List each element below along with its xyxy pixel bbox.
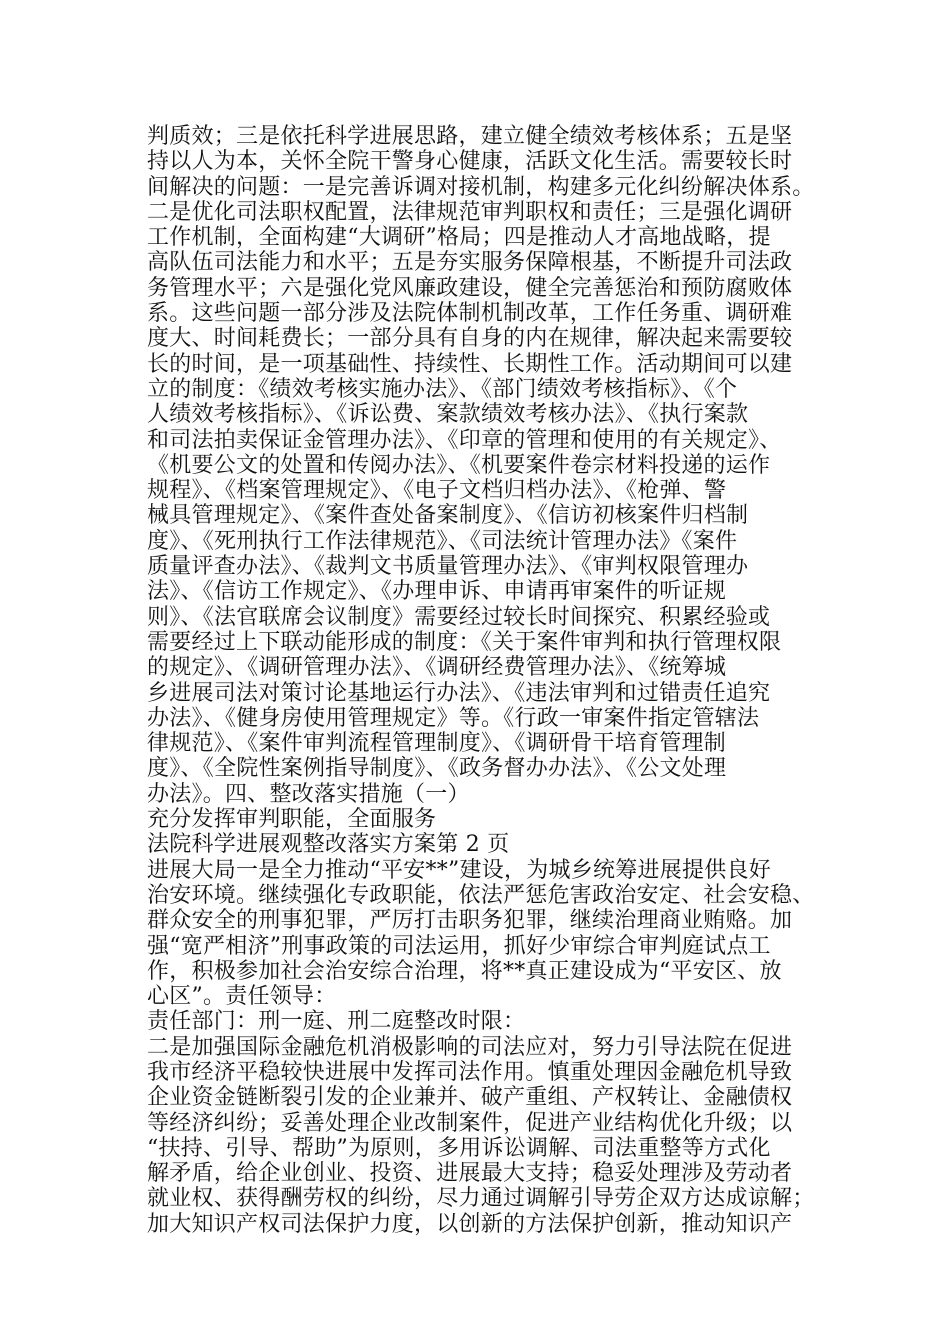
text-line: 判质效；三是依托科学进展思路，建立健全绩效考核体系；五是坚 xyxy=(147,124,793,149)
text-line: 责任部门：刑一庭、刑二庭整改时限： xyxy=(147,1009,526,1035)
text-line: 强“宽严相济”刑事政策的司法运用，抓好少审综合审判庭试点工 xyxy=(147,933,771,959)
text-line: 二是优化司法职权配置，法律规范审判职权和责任；三是强化调研 xyxy=(147,199,793,225)
text-line: 持以人为本，关怀全院干警身心健康，活跃文化生活。需要较长时 xyxy=(147,149,793,175)
text-line: 作，积极参加社会治安综合治理，将**真正建设成为“平安区、放 xyxy=(147,958,782,984)
text-line: 间解决的问题：一是完善诉调对接机制，构建多元化纠纷解决体系。 xyxy=(147,174,815,200)
text-line: 解矛盾，给企业创业、投资、进展最大支持；稳妥处理涉及劳动者 xyxy=(147,1161,793,1187)
text-line: 质量评查办法》、《裁判文书质量管理办法》、《审判权限管理办 xyxy=(147,554,749,580)
text-line: 治安环境。继续强化专政职能，依法严惩危害政治安定、社会安稳、 xyxy=(147,882,815,908)
text-line: 就业权、获得酬劳权的纠纷，尽力通过调解引导劳企双方达成谅解； xyxy=(147,1186,815,1212)
text-line: 需要经过上下联动能形成的制度：《关于案件审判和执行管理权限 xyxy=(147,629,782,655)
text-line: 械具管理规定》、《案件查处备案制度》、《信访初核案件归档制 xyxy=(147,503,749,529)
text-line: 规程》、《档案管理规定》、《电子文档归档办法》、《枪弹、警 xyxy=(147,478,727,504)
text-line: 群众安全的刑事犯罪，严厉打击职务犯罪，继续治理商业贿赂。加 xyxy=(147,908,793,934)
text-line: 企业资金链断裂引发的企业兼并、破产重组、产权转让、金融债权 xyxy=(147,1085,793,1111)
text-line: 心区”。责任领导： xyxy=(147,984,337,1010)
text-line: 则》、《法官联席会议制度》需要经过较长时间探究、积累经验或 xyxy=(147,604,771,630)
text-line: 立的制度：《绩效考核实施办法》、《部门绩效考核指标》、《个 xyxy=(147,376,738,402)
text-line: 办法》。四、整改落实措施（一） xyxy=(147,781,470,807)
text-line: 长的时间，是一项基础性、持续性、长期性工作。活动期间可以建 xyxy=(147,351,793,377)
text-line: 《机要公文的处置和传阅办法》、《机要案件卷宗材料投递的运作 xyxy=(147,452,771,478)
text-line: 度》、《全院性案例指导制度》、《政务督办办法》、《公文处理 xyxy=(147,756,727,782)
text-line: 和司法拍卖保证金管理办法》、《印章的管理和使用的有关规定》、 xyxy=(147,427,782,453)
page-header: 法院科学进展观整改落实方案第 2 页 xyxy=(147,832,510,858)
text-line: 度》、《死刑执行工作法律规范》、《司法统计管理办法》《案件 xyxy=(147,528,738,554)
section-heading: 充分发挥审判职能，全面服务 xyxy=(147,807,437,833)
text-line: 法》、《信访工作规定》、《办理申诉、申请再审案件的听证规 xyxy=(147,579,727,605)
text-line: 等经济纠纷；妥善处理企业改制案件，促进产业结构优化升级；以 xyxy=(147,1110,793,1136)
text-line: 加大知识产权司法保护力度，以创新的方法保护创新，推动知识产 xyxy=(147,1211,793,1237)
text-line: “扶持、引导、帮助”为原则，多用诉讼调解、司法重整等方式化 xyxy=(147,1135,771,1161)
text-line: 我市经济平稳较快进展中发挥司法作用。慎重处理因金融危机导致 xyxy=(147,1059,793,1085)
text-line: 务管理水平；六是强化党风廉政建设，健全完善惩治和预防腐败体 xyxy=(147,275,793,301)
body-text xyxy=(147,124,827,1237)
text-line: 工作机制，全面构建“大调研”格局；四是推动人才高地战略，提 xyxy=(147,225,771,251)
text-line: 度大、时间耗费长；一部分具有自身的内在规律，解决起来需要较 xyxy=(147,326,793,352)
text-line: 高队伍司法能力和水平；五是夯实服务保障根基，不断提升司法政 xyxy=(147,250,793,276)
text-line: 律规范》、《案件审判流程管理制度》、《调研骨干培育管理制 xyxy=(147,731,727,757)
text-line: 进展大局一是全力推动“平安**”建设，为城乡统筹进展提供良好 xyxy=(147,857,771,883)
text-line: 人绩效考核指标》、《诉讼费、案款绩效考核办法》、《执行案款 xyxy=(147,402,749,428)
text-line: 办法》、《健身房使用管理规定》等。《行政一审案件指定管辖法 xyxy=(147,705,760,731)
text-line: 的规定》、《调研管理办法》、《调研经费管理办法》、《统筹城 xyxy=(147,655,727,681)
text-line: 乡进展司法对策讨论基地运行办法》、《违法审判和过错责任追究 xyxy=(147,680,771,706)
text-line: 二是加强国际金融危机消极影响的司法应对，努力引导法院在促进 xyxy=(147,1034,793,1060)
text-line: 系。这些问题一部分涉及法院体制机制改革，工作任务重、调研难 xyxy=(147,301,793,327)
